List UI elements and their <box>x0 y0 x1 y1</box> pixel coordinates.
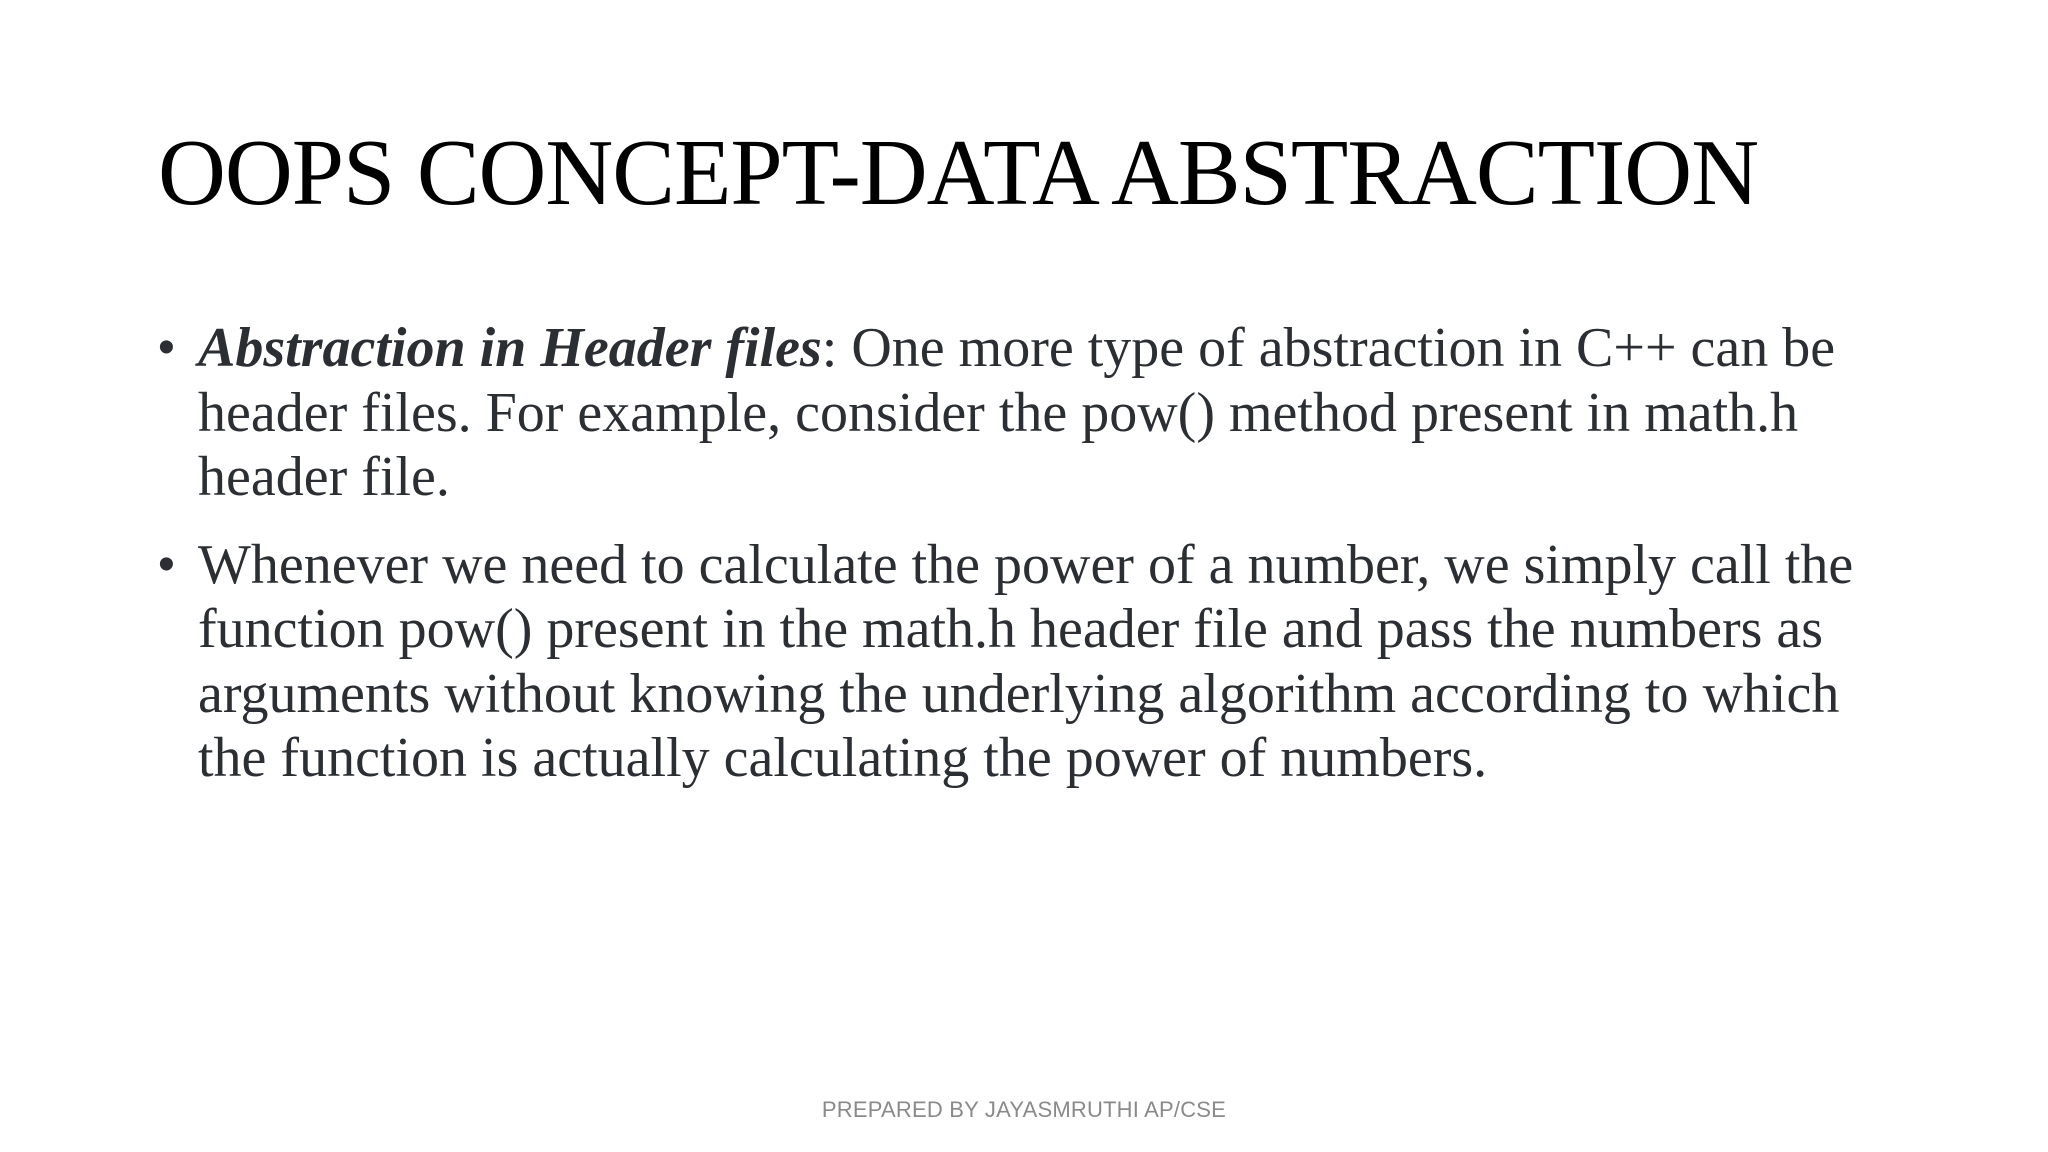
slide-title: OOPS CONCEPT-DATA ABSTRACTION <box>158 121 1759 225</box>
bullet-icon: • <box>158 537 175 591</box>
bullet-text: : One more type of abstraction in C++ can be header files. For example, consider the pow() method present in math.h header file. <box>198 317 1836 508</box>
bullet-item-header-files <box>158 316 1918 510</box>
bullet-list <box>158 316 1918 814</box>
bullet-term: Abstraction in Header files <box>198 317 822 379</box>
slide-footer: PREPARED BY JAYASMRUTHI AP/CSE <box>821 1097 1227 1122</box>
bullet-item-pow-function <box>158 533 1918 791</box>
bullet-icon: • <box>158 321 175 374</box>
bullet-text: Whenever we need to calculate the power of a number, we simply call the function pow() present in the math.h header file and pass the numbers as arguments without knowing the underlying algorithm according to which the function is actually calculating the power of numbers. <box>198 533 1854 789</box>
